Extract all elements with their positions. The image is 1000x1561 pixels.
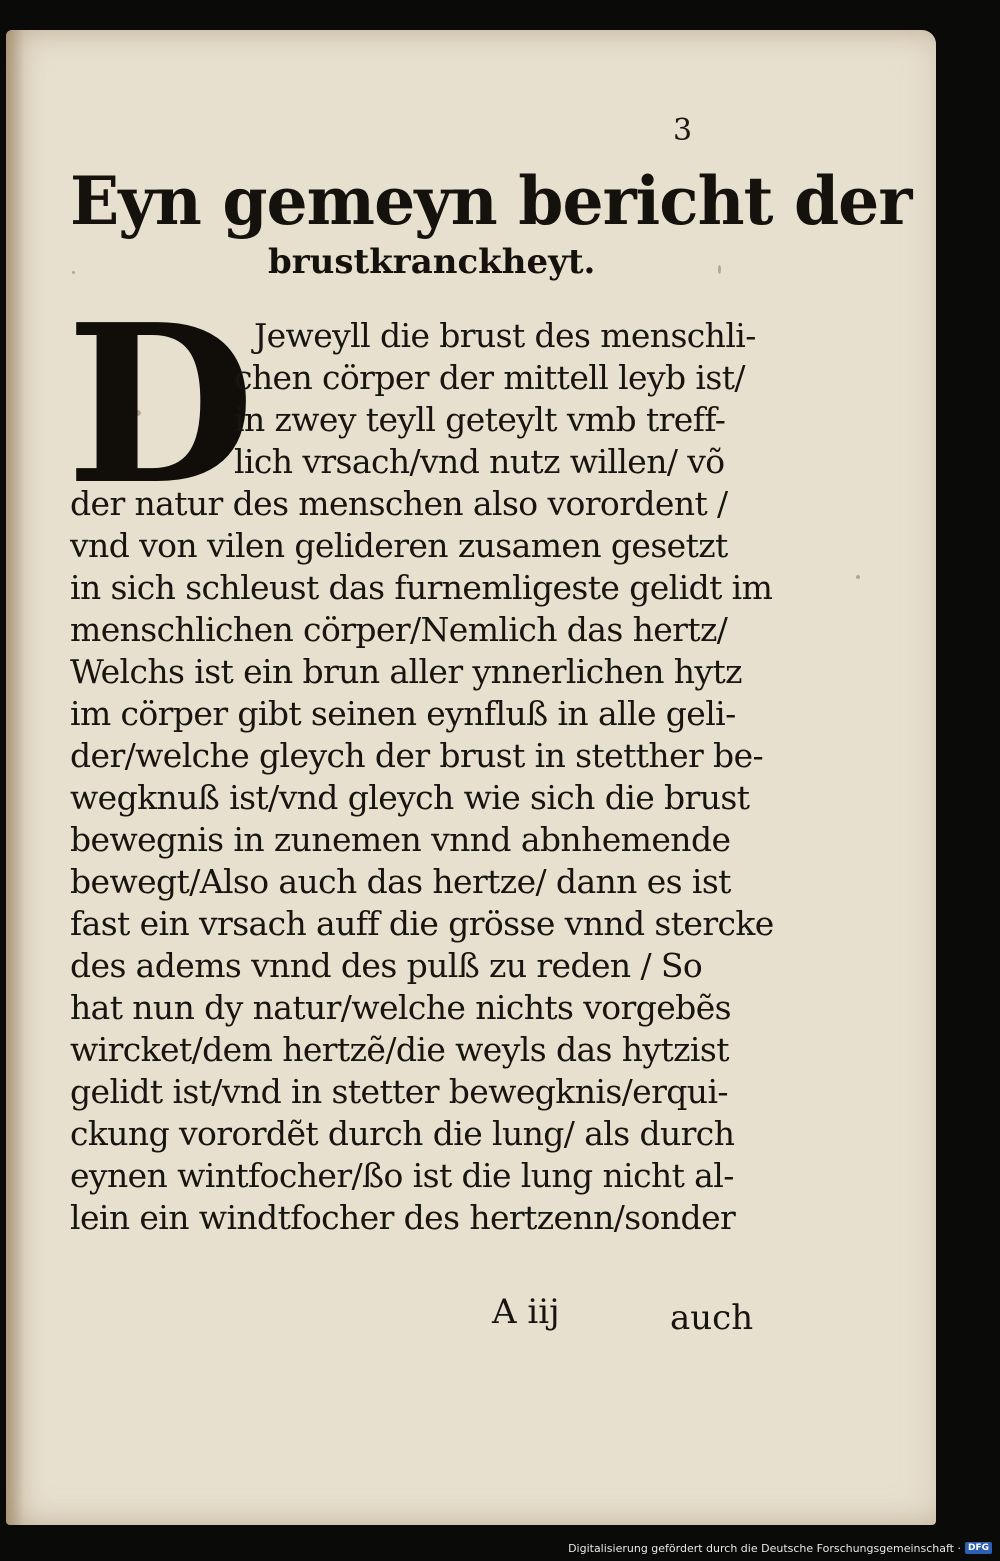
page-gutter-shadow	[6, 30, 24, 1525]
title-line-2: brustkranckheyt.	[268, 242, 596, 282]
digitization-credit	[568, 1539, 992, 1557]
page-number: 3	[673, 113, 693, 148]
text-line: eynen wintfocher/ßo ist die lung nicht al-	[70, 1156, 734, 1195]
text-line: wegknuß ist/vnd gleych wie sich die brust	[70, 778, 750, 817]
text-line: hat nun dy natur/welche nichts vorgebẽs	[70, 988, 731, 1027]
text-line: lich vrsach/vnd nutz willen/ võ	[234, 442, 725, 481]
text-line: der natur des menschen also vorordent /	[70, 484, 728, 523]
text-line: des adems vnnd des pulß zu reden / So	[70, 946, 703, 985]
text-line: menschlichen cörper/Nemlich das hertz/	[70, 610, 728, 649]
text-line: ckung vorordẽt durch die lung/ als durch	[70, 1114, 735, 1153]
text-line: der/welche gleych der brust in stetther be-	[70, 736, 764, 775]
text-line: bewegnis in zunemen vnnd abnhemende	[70, 820, 731, 859]
catchword: auch	[670, 1298, 754, 1338]
book-page	[6, 30, 936, 1525]
title-line-1: Eyn gemeyn bericht der	[70, 162, 912, 240]
text-line: bewegt/Also auch das hertze/ dann es ist	[70, 862, 731, 901]
text-line: fast ein vrsach auff die grösse vnnd stercke	[70, 904, 774, 943]
paper-speck	[72, 271, 75, 274]
paper-speck	[856, 575, 860, 579]
drop-capital-initial: D	[66, 277, 256, 533]
paper-speck	[718, 265, 721, 274]
text-line: chen cörper der mittell leyb ist/	[234, 358, 745, 397]
text-line: wircket/dem hertzẽ/die weyls das hytzist	[70, 1030, 729, 1069]
text-line: im cörper gibt seinen eynfluß in alle geli-	[70, 694, 736, 733]
text-line: vnd von vilen gelideren zusamen gesetzt	[70, 526, 728, 565]
text-line: Jeweyll die brust des menschli-	[254, 316, 756, 355]
text-line: in sich schleust das furnemligeste gelidt im	[70, 568, 773, 607]
text-line: gelidt ist/vnd in stetter bewegknis/erqui-	[70, 1072, 728, 1111]
text-line: lein ein windtfocher des hertzenn/sonder	[70, 1198, 736, 1237]
credit-text: Digitalisierung gefördert durch die Deutsche Forschungsgemeinschaft ·	[568, 1541, 961, 1555]
dfg-logo-icon: DFG	[965, 1542, 992, 1554]
text-line: Welchs ist ein brun aller ynnerlichen hytz	[70, 652, 742, 691]
text-line: in zwey teyll geteylt vmb treff-	[234, 400, 726, 439]
signature-mark: A iij	[492, 1292, 560, 1332]
